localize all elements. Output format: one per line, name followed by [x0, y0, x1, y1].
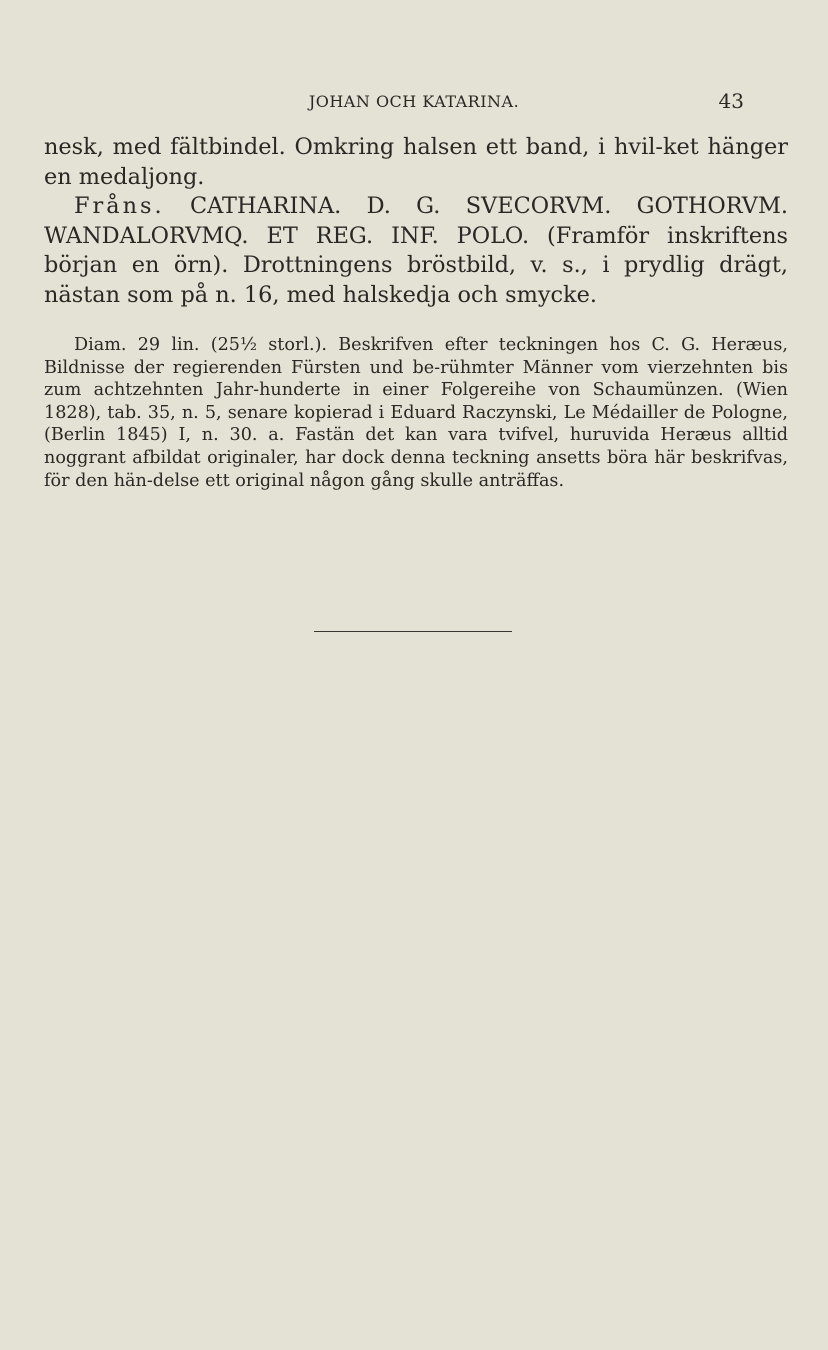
section-divider	[314, 631, 512, 632]
running-head	[0, 89, 828, 114]
bibliographic-note: Diam. 29 lin. (25½ storl.). Beskrifven efter teckningen hos C. G. Heræus, Bildnisse der regierenden Fürsten und be-rühmter Männer vom vierzehnten bis zum achtzehnten Jahr-hunderte in einer Folgereihe von Schaumünzen. (Wien 1828), tab. 35, n. 5, senare kopierad i Eduard Raczynski, Le Médailler de Pologne, (Berlin 1845) I, n. 30. a. Fastän det kan vara tvifvel, huruvida Heræus alltid noggrant afbildat originaler, har dock denna teckning ansetts böra här beskrifvas, för den hän-delse ett original någon gång skulle anträffas.	[44, 335, 788, 491]
page-number: 43	[718, 89, 744, 113]
running-title: JOHAN OCH KATARINA.	[308, 92, 520, 111]
obverse-text: CATHARINA. D. G. SVECORVM. GOTHORVM. WANDALORVMQ. ET REG. INF. POLO. (Framför inskriftens början en örn). Drottningens bröstbild, v. s., i prydlig drägt, nästan som på n. 16, med halskedja och smycke.	[44, 193, 788, 308]
paragraph-description: nesk, med fältbindel. Omkring halsen ett band, i hvil-ket hänger en medaljong.	[44, 134, 788, 190]
obverse-label: Fråns.	[74, 193, 165, 219]
main-text	[44, 133, 788, 310]
paragraph-obverse	[44, 192, 788, 310]
